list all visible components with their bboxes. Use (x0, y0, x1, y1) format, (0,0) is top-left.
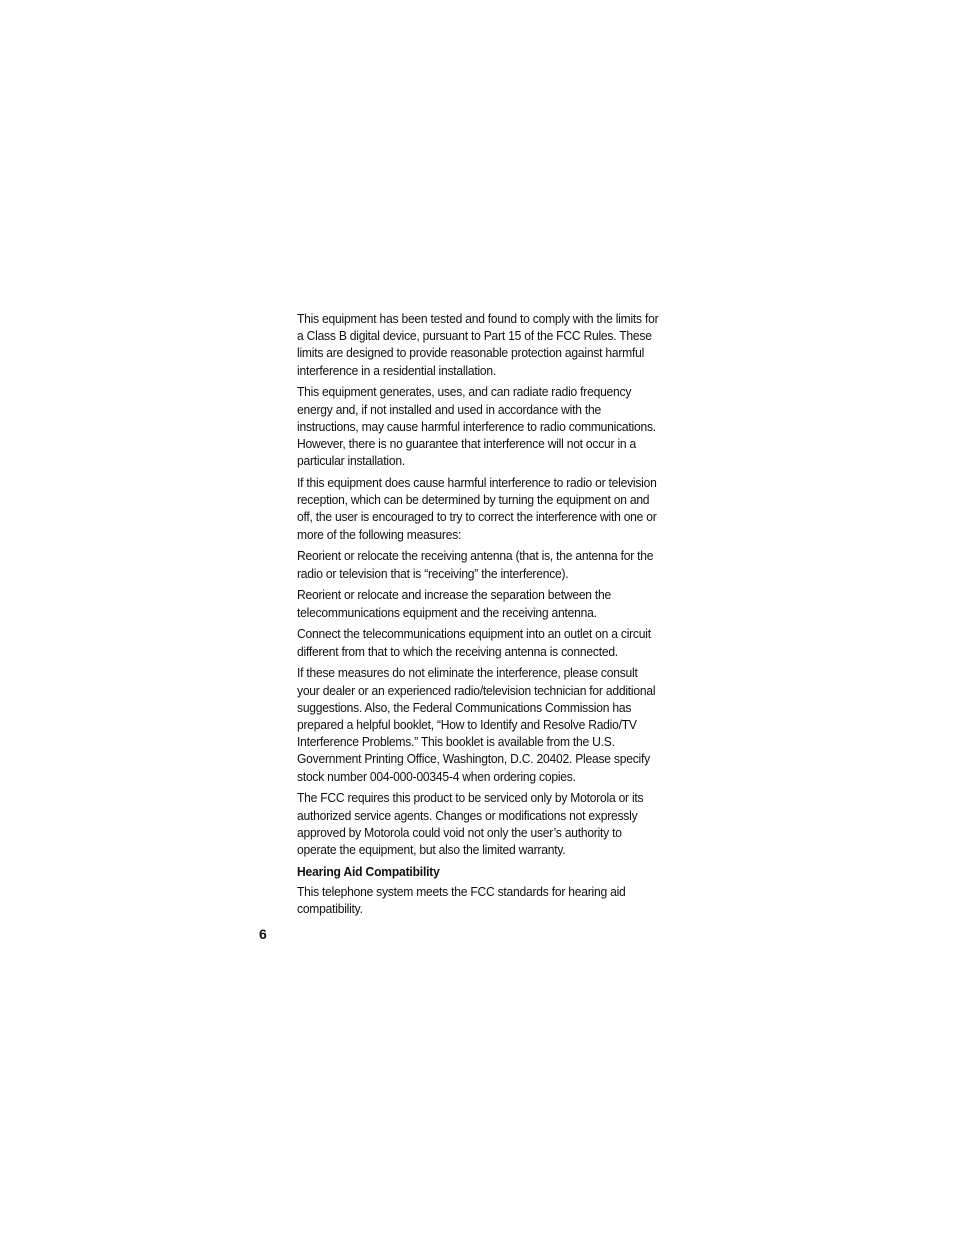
paragraph-hearing-aid: This telephone system meets the FCC standards for hearing aid compatibility. (297, 884, 626, 917)
page-number: 6 (259, 926, 267, 942)
paragraph-correction-measures: If this equipment does cause harmful interference to radio or television reception, which can be determined by turning the equipment on and off, the user is encouraged to try to correct the interference with one or more of the following measures: (297, 475, 657, 542)
paragraph-reorient-antenna: Reorient or relocate the receiving antenna (that is, the antenna for the radio or television that is “receiving” the interference). (297, 548, 654, 581)
paragraph-fcc-compliance: This equipment has been tested and found to comply with the limits for a Class B digital device, pursuant to Part 15 of the FCC Rules. These limits are designed to provide reasonable protection against harmful interference in a residential installation. (297, 311, 659, 378)
paragraph-motorola-service: The FCC requires this product to be serviced only by Motorola or its authorized service agents. Changes or modifications not expressly approved by Motorola could void not only the user’s authority to operate the equipment, but also the limited warranty. (297, 790, 644, 858)
section-heading-hearing-aid: Hearing Aid Compatibility (297, 863, 440, 879)
paragraph-radio-frequency: This equipment generates, uses, and can radiate radio frequency energy and, if not installed and used in accordance with the instructions, may cause harmful interference to radio communications. However, there is no guarantee that interference will not occur in a particular installation. (297, 384, 656, 469)
paragraph-increase-separation: Reorient or relocate and increase the separation between the telecommunications equipment and the receiving antenna. (297, 587, 612, 620)
paragraph-consult-dealer: If these measures do not eliminate the interference, please consult your dealer or an experienced radio/television technician for additional suggestions. Also, the Federal Communications Commission has prepared a helpful booklet, “How to Identify and Resolve Radio/TV Interference Problems.” This booklet is available from the U.S. Government Printing Office, Washington, D.C. 20402. Please specify stock number 004-000-00345-4 when ordering copies. (297, 665, 656, 784)
paragraph-different-outlet: Connect the telecommunications equipment into an outlet on a circuit different from that to which the receiving antenna is connected. (297, 626, 651, 659)
document-body (297, 310, 665, 922)
